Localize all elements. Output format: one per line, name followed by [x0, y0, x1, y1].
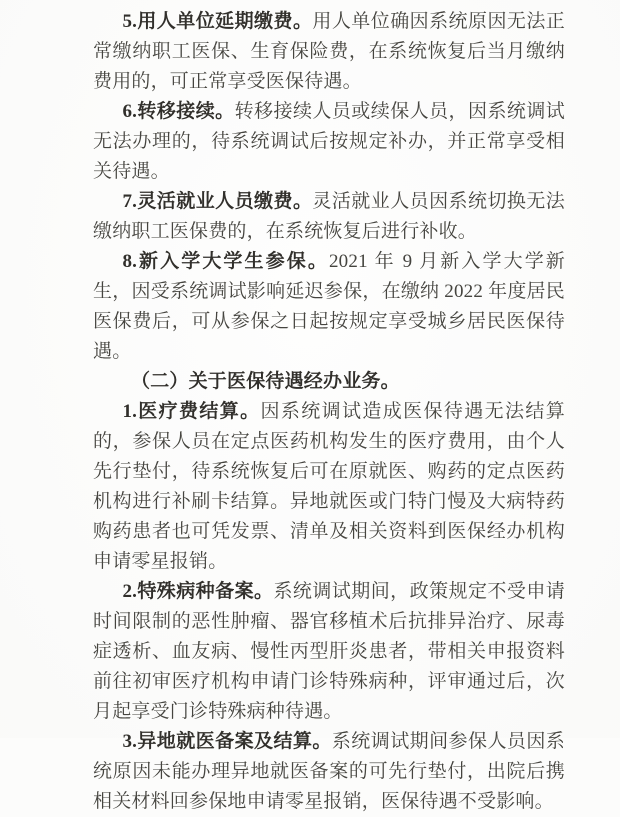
section-heading-text: （二）关于医保待遇经办业务。 [131, 371, 400, 392]
clause-1-lead: 1.医疗费结算。 [122, 401, 261, 422]
clause-2-lead: 2.特殊病种备案。 [122, 581, 274, 602]
para-clause-8-new-college-student-enrollment [93, 247, 565, 367]
clause-6-text: 转移接续人员或续保人员，因系统调试无法办理的，待系统调试后按规定补办，并正常享受相关待遇。 [93, 101, 565, 182]
para-clause-1-medical-expense-settlement [93, 397, 565, 577]
para-clause-6-transfer-continuation [93, 97, 565, 187]
para-clause-2-special-disease-filing [93, 577, 565, 727]
para-clause-5-employer-deferred-payment [93, 7, 565, 97]
clause-3-lead: 3.异地就医备案及结算。 [122, 731, 332, 752]
clause-8-text: 2021 年 9 月新入学大学新生，因受系统调试影响延迟参保，在缴纳 2022 年度居民医保费后，可从参保之日起按规定享受城乡居民医保待遇。 [93, 251, 565, 362]
clause-7-lead: 7.灵活就业人员缴费。 [122, 191, 313, 212]
clause-7-text: 灵活就业人员因系统切换无法缴纳职工医保费的，在系统恢复后进行补收。 [93, 191, 565, 242]
clause-6-lead: 6.转移接续。 [122, 101, 235, 122]
clause-8-lead: 8.新入学大学生参保。 [122, 251, 329, 272]
para-clause-7-flexible-employment-payment [93, 187, 565, 247]
clause-2-text: 系统调试期间，政策规定不受申请时间限制的恶性肿瘤、器官移植术后抗排异治疗、尿毒症透析、血友病、慢性丙型肝炎患者，带相关申报资料前往初审医疗机构申请门诊特殊病种，评审通过后，次月起享受门诊特殊病种待遇。 [93, 581, 565, 722]
clause-3-text: 系统调试期间参保人员因系统原因未能办理异地就医备案的可先行垫付，出院后携相关材料回参保地申请零星报销，医保待遇不受影响。 [93, 731, 565, 812]
clause-5-text: 用人单位确因系统原因无法正常缴纳职工医保、生育保险费，在系统恢复后当月缴纳费用的，可正常享受医保待遇。 [93, 11, 565, 92]
clause-5-lead: 5.用人单位延期缴费。 [122, 11, 313, 32]
clause-1-text: 因系统调试造成医保待遇无法结算的，参保人员在定点医药机构发生的医疗费用，由个人先行垫付，待系统恢复后可在原就医、购药的定点医药机构进行补刷卡结算。异地就医或门特门慢及大病特药购药患者也可凭发票、清单及相关资料到医保经办机构申请零星报销。 [93, 401, 565, 572]
para-clause-3-remote-treatment-filing-settlement [93, 727, 565, 817]
section-heading-part-2-benefit-services [93, 367, 565, 397]
